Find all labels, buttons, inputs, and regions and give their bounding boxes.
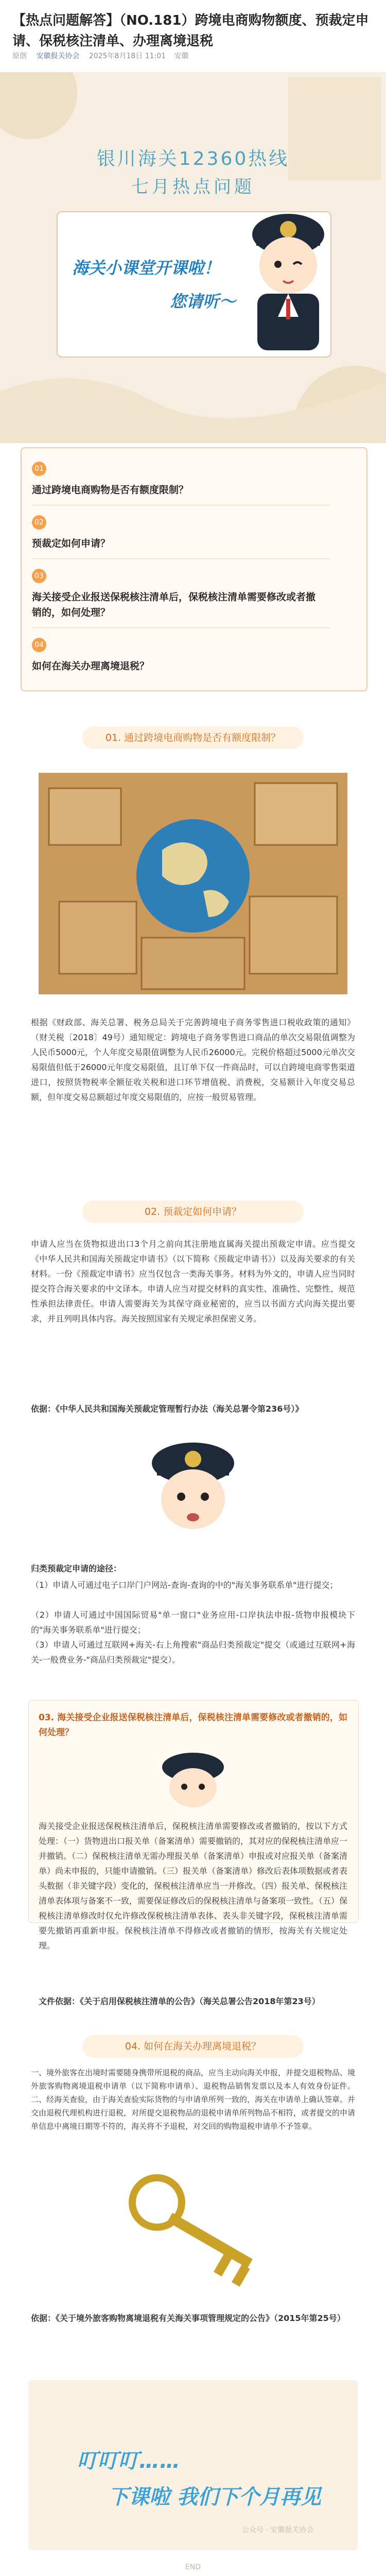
customs-key-emblem (95, 2151, 291, 2306)
original-badge: 原创 (12, 52, 27, 60)
section-3-basis: 文件依据：《关于启用保税核注清单的公告》（海关总署公告2018年第23号） (39, 1996, 320, 2006)
section-1-body: 根据《财政部、海关总署、税务总局关于完善跨境电子商务零售进口税收政策的通知》（财关税〔2018〕49号）通知规定：跨境电子商务零售进口商品的单次交易限值调整为人民币5000元，个人年度交易限值调整为人民币26000元。完税价格超过5000元单次交易限值但低于26000元年度交易限值，且订单下仅一件商品时，可以自跨境电商零售渠道进口，按照货物税率全额征收关税和进口环节增值税、消费税，交易额计入年度交易总额，但年度交易总额超过年度交易限值的，应按一般贸易管理。 (31, 1018, 355, 1102)
toc-divider (32, 558, 330, 559)
toc-num-1: 01 (32, 462, 46, 476)
hero-banner (0, 72, 386, 443)
officer-avatar (144, 1432, 242, 1546)
toc-num-3: 03 (32, 569, 46, 583)
footer-line2: 下课啦 我们下个月再见 (108, 2485, 321, 2509)
section-4-basis: 依据：《关于境外旅客购物离境退税有关海关事项管理规定的公告》（2015年第25号） (31, 2313, 345, 2323)
parcels-globe-image (39, 773, 347, 994)
officer-hand-illustration (154, 1747, 232, 1808)
section-2-step-1: （1）申请人可通过电子口岸门户网站-查询-查询的中的"海关事务联系单"进行提交； (31, 1580, 338, 1590)
toc-item-1[interactable]: 通过跨境电商购物是否有额度限制？ (32, 484, 189, 496)
hero-line2: 您请听～ (170, 292, 236, 311)
end-mark: END (185, 2563, 201, 2571)
section-banner-1: 01. 通过跨境电商购物是否有额度限制？ (82, 726, 304, 749)
section-2-body: 申请人应当在货物拟进出口3个月之前向其注册地直属海关提出预裁定申请。应当提交《中华人民共和国海关预裁定申请书》（以下简称《预裁定申请书》）以及海关要求的有关材料。一份《预裁定申请书》应当仅包含一类海关事务。材料为外文的，申请人应当同时提交符合海关要求的中文译本。申请人应当对提交材料的真实性、准确性、完整性、规范性承担法律责任。申请人需要海关为其保守商业秘密的，应当以书面方式向海关提出要求，并且列明具体内容。海关按照国家有关规定承担保密义务。 (31, 1239, 355, 1324)
customs-officer-illustration (242, 198, 335, 353)
toc-num-2: 02 (32, 515, 46, 530)
publish-location: 安徽 (174, 52, 189, 60)
publish-date: 2025年8月18日 11:01 (89, 52, 166, 60)
section-2-step-3: （3）申请人可通过互联网+海关-右上角搜索"商品归类预裁定"提交（或通过互联网+海关-一般费业务-"商品归类预裁定"提交）。 (31, 1640, 355, 1665)
footer-line1: 叮叮叮…… (77, 2449, 180, 2473)
article-meta (12, 50, 373, 61)
toc-item-3[interactable]: 海关接受企业报送保税核注清单后，保税核注清单需要修改或者撤销的，如何处理？ (32, 591, 316, 618)
toc-item-2[interactable]: 预裁定如何申请？ (32, 538, 111, 549)
parcels-art (39, 773, 347, 994)
section-3-body: 海关接受企业报送保税核注清单后，保税核注清单需要修改或者撤销的，按以下方式处理：（一）货物进出口报关单（备案清单）需要撤销的，其对应的保税核注清单应一并撤销。（二）保税核注清单无需办理报关单（备案清单）申报或对应报关单（备案清单）尚未申报的，只能申请撤销。（三）报关单（备案清单）修改后表体项数据或者表头数据（非关键字段）变化的，保税核注清单应当一并修改。（四）报关单、保税核注清单表体项与备案不一致，需要保证修改后的保税核注清单与备案项一致性。（五）保税核注清单修改时仅允许修改保税核注清单表体、表头非关键字段，保税核注清单需要先撤销再重新申报。保税核注清单不得修改或者撤销的情形，按海关有关规定处理。 (39, 1821, 348, 1951)
toc-num-4: 04 (32, 638, 46, 652)
section-banner-3: 03. 海关接受企业报送保税核注清单后，保税核注清单需要修改或者撤销的，如何处理？ (39, 1713, 347, 1738)
section-banner-4: 04. 如何在海关办理离境退税？ (82, 2035, 304, 2058)
section-banner-2: 02. 预裁定如何申请？ (82, 1200, 304, 1223)
section-2-basis: 依据：《中华人民共和国海关预裁定管理暂行办法（海关总署令第236号）》 (31, 1404, 304, 1414)
section-2-step-2: （2）申请人可通过中国国际贸易"单一窗口"业务应用-口岸执法申报-货物申报模块下的"海关事务联系单"进行提交； (31, 1610, 355, 1635)
section-2-steps-title: 归类预裁定申请的途径： (31, 1564, 122, 1573)
section-4-body: 一、境外旅客在出境时需要随身携带所退税的商品，应当主动向海关申报，并提交退税物品、境外旅客购物离境退税申请单（以下简称申请单）、退税物品销售发票以及本人有效身份证件。二、经海关查验，由于海关查验实际货物的与申请单所列一致的，海关在申请单上确认签章。并交由退税代理机构进行退税，对所提交退税物品的退税申请单所列物品不相符，或者提交的申请单信息中离境日期等不符的，海关将不予退税，对交回的购物退税申请单不予签章。 (31, 2068, 356, 2131)
hero-line1: 海关小课堂开课啦！ (72, 258, 221, 278)
hero-title: 银川海关12360热线 (96, 148, 290, 170)
account-link[interactable]: 安徽报关协会 (36, 52, 80, 60)
toc-item-4[interactable]: 如何在海关办理离境退税？ (32, 660, 150, 672)
hero-subtitle: 七月热点问题 (131, 177, 255, 197)
article-title: 【热点问题解答】（NO.181）跨境电商购物额度、预裁定申请、保税核注清单、办理离境退税 (12, 13, 369, 49)
watermark: 公众号 · 安徽报关协会 (242, 2526, 314, 2534)
